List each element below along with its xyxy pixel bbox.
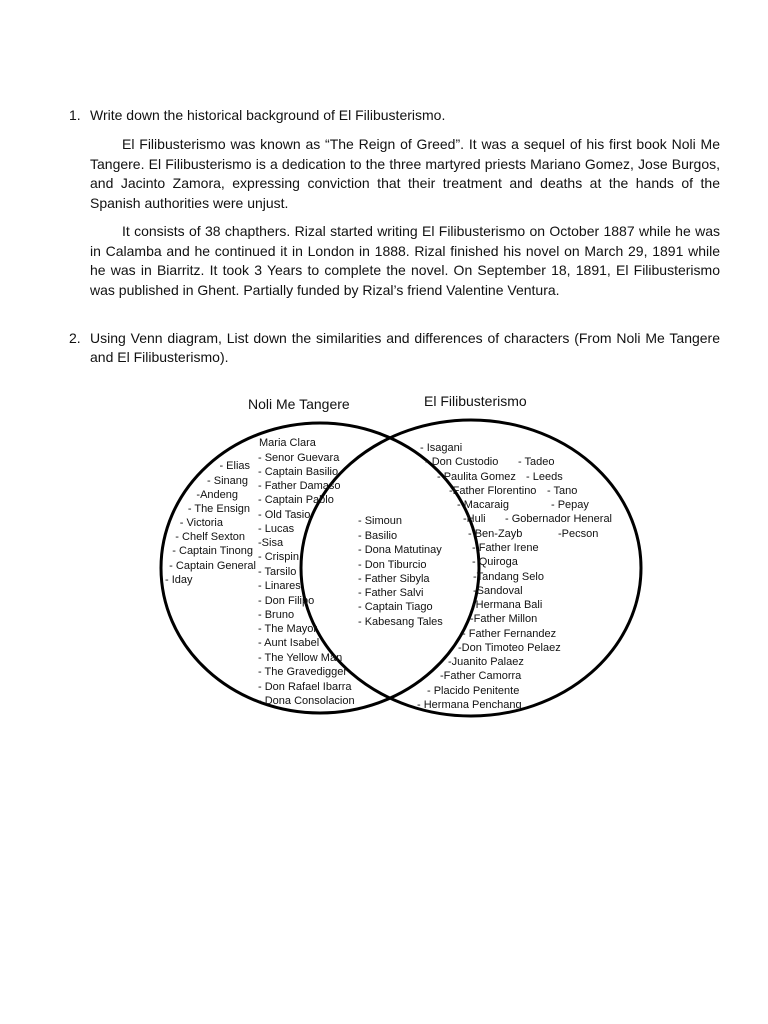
list-item: - Tarsilo (258, 566, 297, 578)
question-1-text: Write down the historical background of El Filibusterismo. (90, 107, 446, 123)
list-item: -Father Millon (470, 613, 538, 625)
list-item: - Captain Tiago (358, 601, 433, 613)
list-item: -Father Camorra (440, 670, 522, 682)
list-item: - Don Custodio (425, 456, 499, 468)
list-item: - Sinang (207, 475, 248, 487)
list-item: - Lucas (258, 523, 295, 535)
noli-inner-list (258, 437, 355, 707)
fili-title: El Filibusterismo (424, 393, 527, 409)
list-item: - The Yellow Man (258, 652, 343, 664)
list-item: - Tano (547, 485, 578, 497)
list-item: - Gobernador Heneral (505, 513, 613, 525)
list-item: - Isagani (420, 442, 463, 454)
list-item: - Bruno (258, 609, 295, 621)
list-item: - Don Filipo (258, 595, 315, 607)
list-item: - Chelf Sexton (175, 531, 245, 543)
list-item: -Huli (463, 513, 486, 525)
list-item: - The Gravedigger (258, 666, 348, 678)
list-item: -Tandang Selo (473, 571, 544, 583)
list-item: - Don Rafael Ibarra (258, 681, 352, 693)
background-paragraph-1: El Filibusterismo was known as “The Reign of Greed”. It was a sequel of his first book Noli Me Tangere. El Filibusterismo is a dedication to the three martyred priests Mariano Gomez, Jose Burgos, and Jacinto Zamora, expressing conviction that their treatment and deaths at the hands of the Spanish authorities were unjust. (90, 136, 720, 211)
list-item: - Victoria (179, 517, 223, 529)
list-item: -Don Timoteo Pelaez (458, 642, 561, 654)
list-item: - Father Irene (472, 542, 539, 554)
list-item: -Sandoval (473, 585, 523, 597)
list-item: Maria Clara (259, 437, 316, 449)
list-item: - Macaraig (457, 499, 509, 511)
shared-characters-list (358, 515, 443, 628)
list-item: - Paulita Gomez (437, 471, 516, 483)
list-item: - The Mayor (258, 623, 318, 635)
question-1-number: 1. (69, 107, 81, 123)
list-item: - Dona Matutinay (358, 544, 442, 556)
list-item: -Father Florentino (449, 485, 537, 497)
list-item: - Pepay (551, 499, 589, 511)
list-item: - Captain Pablo (258, 494, 334, 506)
list-item: - Basilio (358, 530, 398, 542)
list-item: -Andeng (196, 489, 238, 501)
list-item: -Juanito Palaez (448, 656, 524, 668)
list-item: - Leeds (526, 471, 563, 483)
list-item: - Dona Consolacion (258, 695, 355, 707)
list-item: - Iday (165, 574, 193, 586)
list-item: - Elias (219, 460, 250, 472)
list-item: - Father Salvi (358, 587, 424, 599)
list-item: -Sisa (258, 537, 284, 549)
list-item: - Don Tiburcio (358, 559, 427, 571)
list-item: -Hermana Bali (472, 599, 543, 611)
list-item: - Father Damaso (258, 480, 341, 492)
noli-title: Noli Me Tangere (248, 396, 350, 412)
list-item: - Kabesang Tales (358, 616, 443, 628)
list-item: - Tadeo (518, 456, 555, 468)
background-paragraph-2: It consists of 38 chapthers. Rizal started writing El Filibusterismo on October 1887 while he was in Calamba and he continued it in London in 1888. Rizal finished his novel on March 29, 1891 while he was in Biarritz. It took 3 Years to complete the novel. On September 18, 1891, El Filibusterismo was published in Ghent. Partially funded by Rizal’s friend Valentine Ventura. (90, 223, 720, 298)
list-item: - Senor Guevara (258, 452, 340, 464)
question-2-text: Using Venn diagram, List down the similarities and differences of characters (From Noli Me Tangere and El Filibusterismo). (90, 330, 720, 365)
question-2-number: 2. (69, 330, 81, 346)
list-item: - Father Sibyla (358, 573, 430, 585)
list-item: - The Ensign (187, 503, 250, 515)
list-item: - Placido Penitente (427, 685, 520, 697)
list-item: - Aunt Isabel (258, 637, 320, 649)
list-item: - Quiroga (472, 556, 518, 568)
list-item: -Pecson (558, 528, 599, 540)
list-item: - Old Tasio (258, 509, 311, 521)
list-item: - Simoun (358, 515, 403, 527)
list-item: - Ben-Zayb (468, 528, 523, 540)
list-item: - Linares (258, 580, 301, 592)
list-item: - Captain General (169, 560, 256, 572)
list-item: - Captain Tinong (172, 545, 253, 557)
list-item: - Crispin (258, 551, 299, 563)
list-item: - Father Fernandez (462, 628, 557, 640)
noli-outer-list (165, 460, 256, 586)
list-item: - Captain Basilio (258, 466, 339, 478)
list-item: - Hermana Penchang (417, 699, 522, 711)
